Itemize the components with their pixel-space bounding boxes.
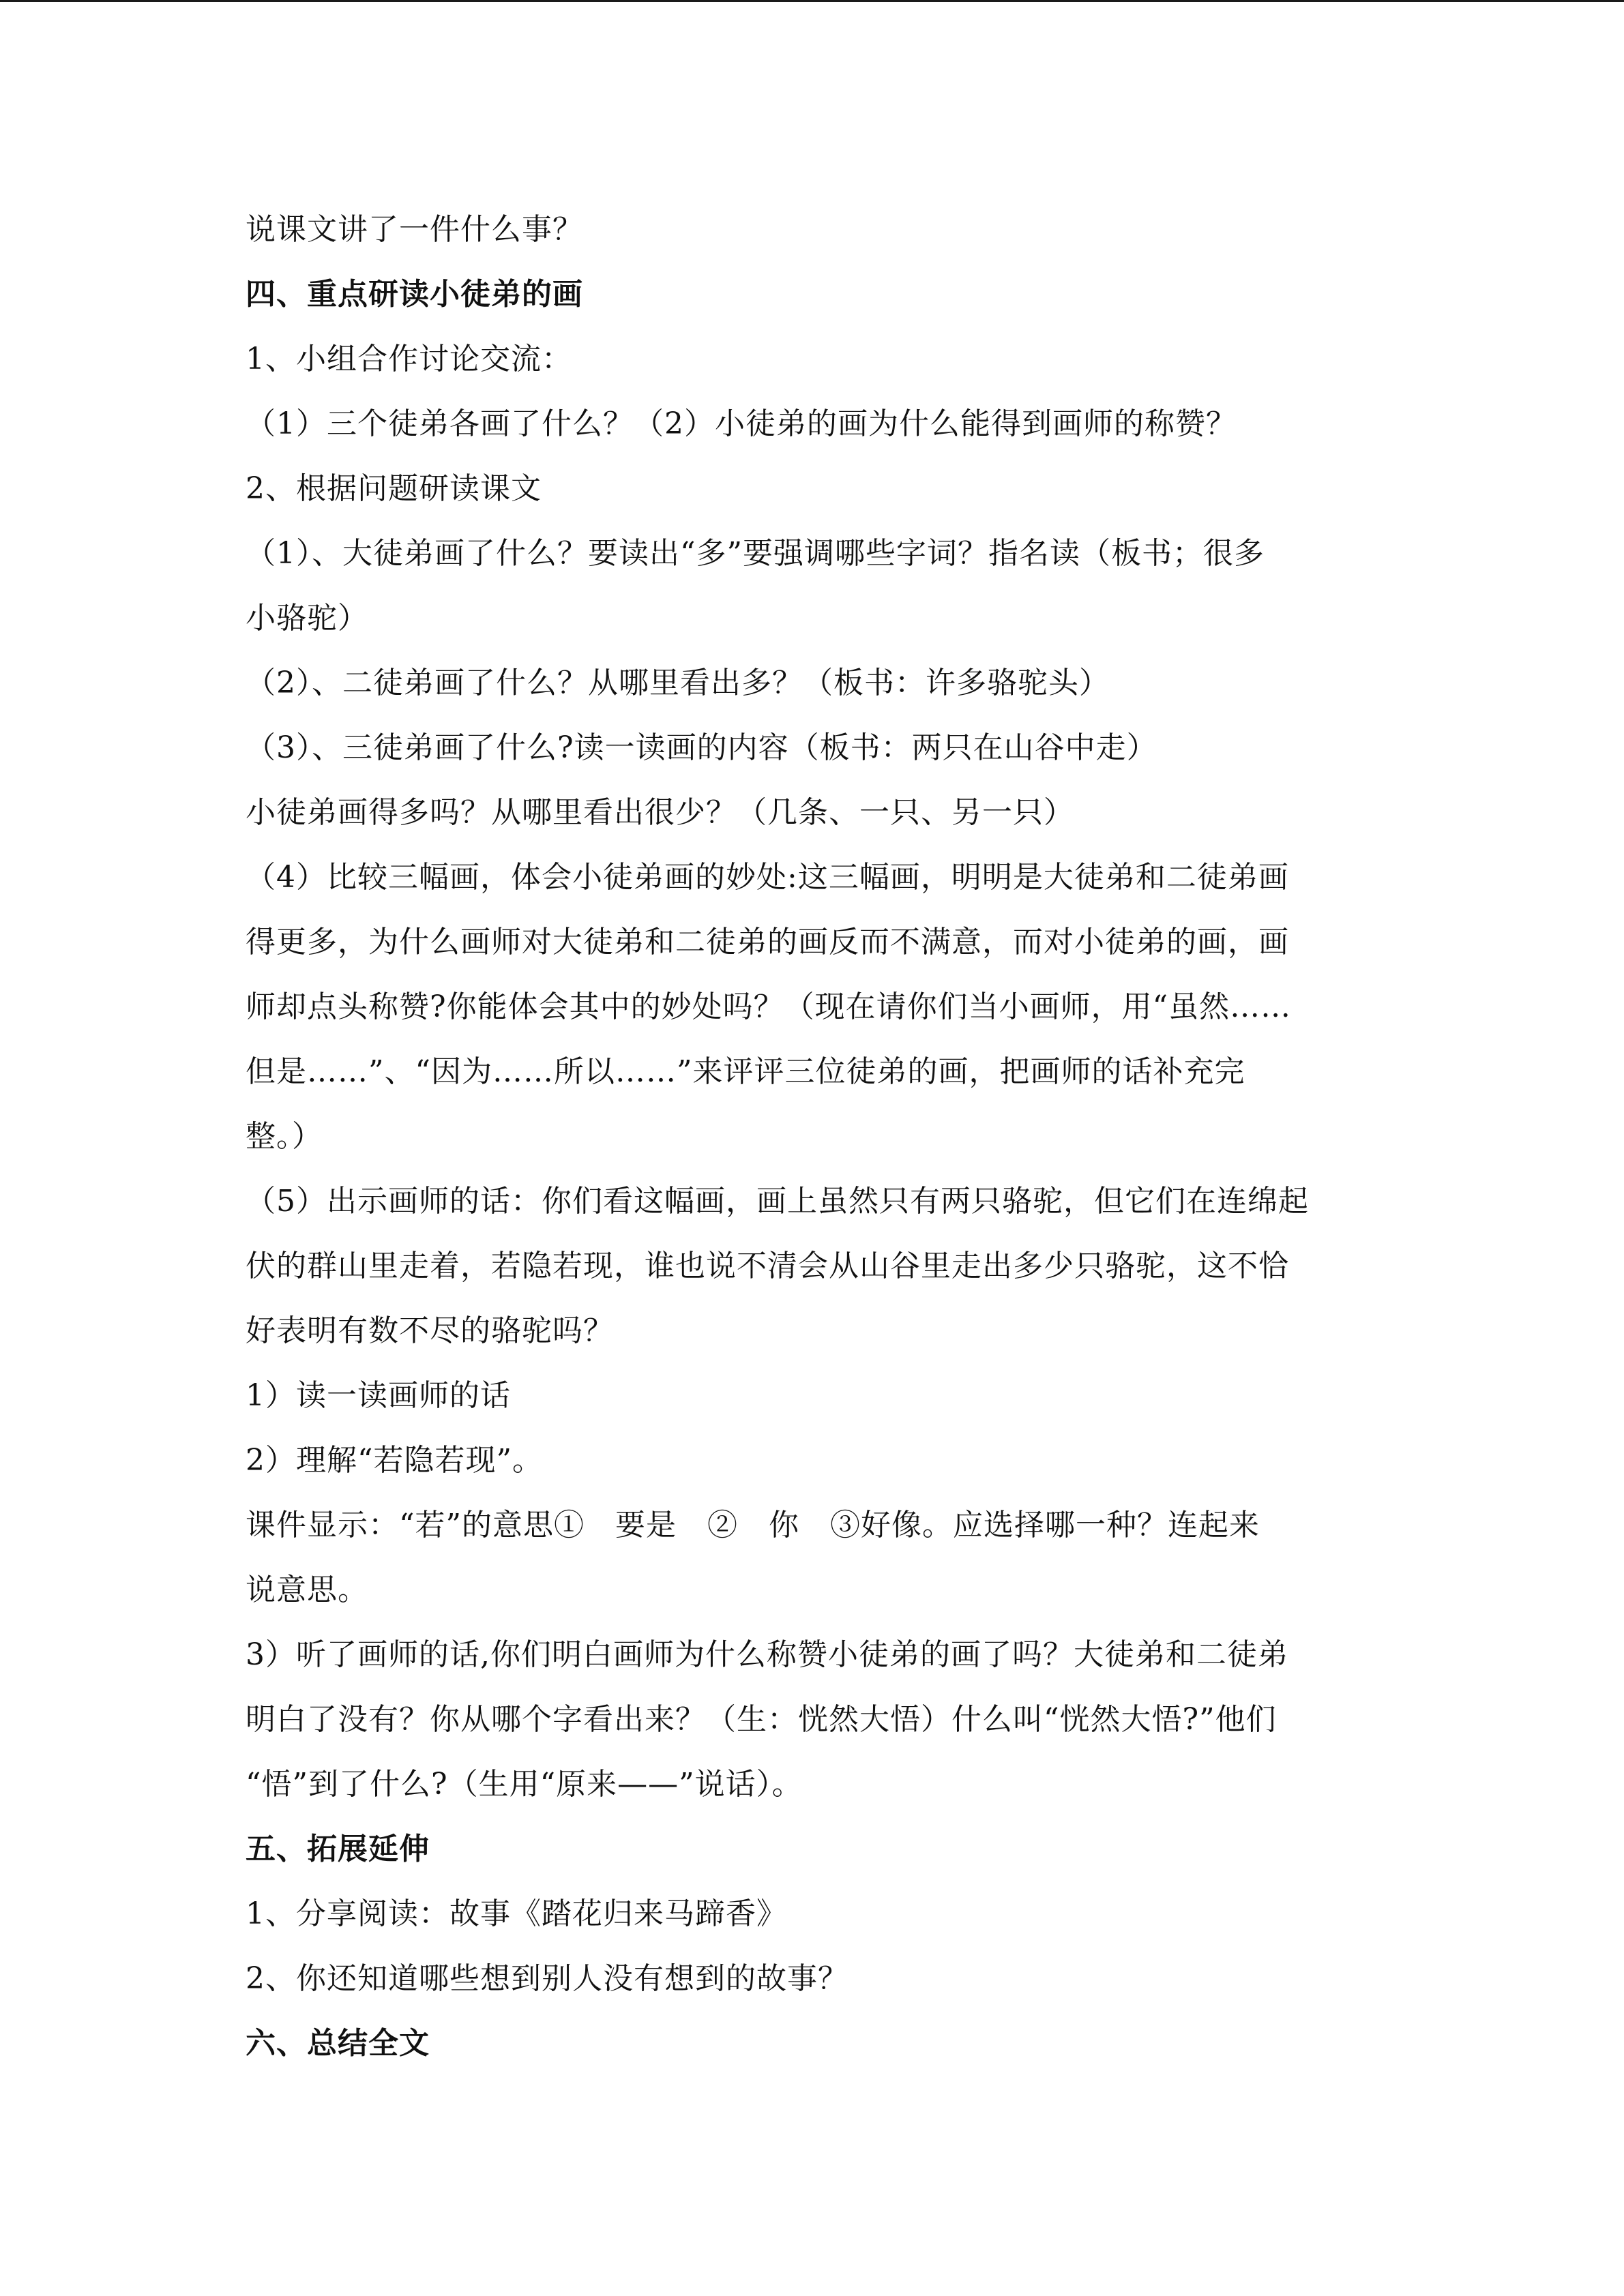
text-line: 师却点头称赞?你能体会其中的妙处吗？（现在请你们当小画师，用“虽然…… — [246, 989, 1292, 1024]
text-line: 说意思。 — [246, 1572, 368, 1607]
text-line: 1、分享阅读：故事《踏花归来马蹄香》 — [246, 1896, 787, 1931]
text-line: 课件显示：“若”的意思① 要是 ② 你 ③好像。应选择哪一种？连起来 — [246, 1508, 1260, 1542]
section-heading: 五、拓展延伸 — [246, 1832, 430, 1866]
document-body — [246, 197, 1381, 2076]
text-line: 得更多，为什么画师对大徒弟和二徒弟的画反而不满意，而对小徒弟的画，画 — [246, 925, 1289, 959]
page-top-border — [0, 0, 1624, 2]
text-line: 2）理解“若隐若现”。 — [246, 1443, 543, 1478]
text-line: 整。） — [246, 1119, 323, 1154]
text-line: 伏的群山里走着，若隐若现，谁也说不清会从山谷里走出多少只骆驼，这不恰 — [246, 1249, 1289, 1283]
text-line: 好表明有数不尽的骆驼吗？ — [246, 1313, 614, 1348]
text-line: 小徒弟画得多吗？从哪里看出很少？（几条、一只、另一只） — [246, 795, 1074, 830]
text-line: （1）、大徒弟画了什么？要读出“多”要强调哪些字词？指名读（板书；很多 — [246, 536, 1265, 571]
text-line: 1、小组合作讨论交流： — [246, 342, 572, 376]
text-line: 说课文讲了一件什么事？ — [246, 212, 583, 247]
text-line: 1）读一读画师的话 — [246, 1378, 511, 1413]
text-line: （3）、三徒弟画了什么?读一读画的内容（板书：两只在山谷中走） — [246, 730, 1157, 765]
text-line: （2）、二徒弟画了什么？从哪里看出多？（板书：许多骆驼头） — [246, 666, 1110, 700]
text-line: 2、你还知道哪些想到别人没有想到的故事？ — [246, 1961, 848, 1996]
text-line: 但是……”、“因为……所以……”来评评三位徒弟的画，把画师的话补充完 — [246, 1054, 1245, 1089]
text-line: “悟”到了什么?（生用“原来——”说话）。 — [246, 1767, 803, 1802]
text-line: （4）比较三幅画，体会小徒弟画的妙处:这三幅画，明明是大徒弟和二徒弟画 — [246, 860, 1289, 895]
section-heading: 六、总结全文 — [246, 2026, 430, 2061]
text-line: 小骆驼） — [246, 601, 368, 636]
text-line: （5）出示画师的话：你们看这幅画，画上虽然只有两只骆驼，但它们在连绵起 — [246, 1184, 1309, 1219]
text-line: 明白了没有？你从哪个字看出来？（生：恍然大悟）什么叫“恍然大悟?”他们 — [246, 1702, 1277, 1737]
section-heading: 四、重点研读小徒弟的画 — [246, 277, 583, 312]
text-line: （1）三个徒弟各画了什么？（2）小徒弟的画为什么能得到画师的称赞？ — [246, 406, 1237, 441]
text-line: 2、根据问题研读课文 — [246, 471, 542, 506]
text-line: 3）听了画师的话,你们明白画师为什么称赞小徒弟的画了吗？大徒弟和二徒弟 — [246, 1637, 1288, 1672]
